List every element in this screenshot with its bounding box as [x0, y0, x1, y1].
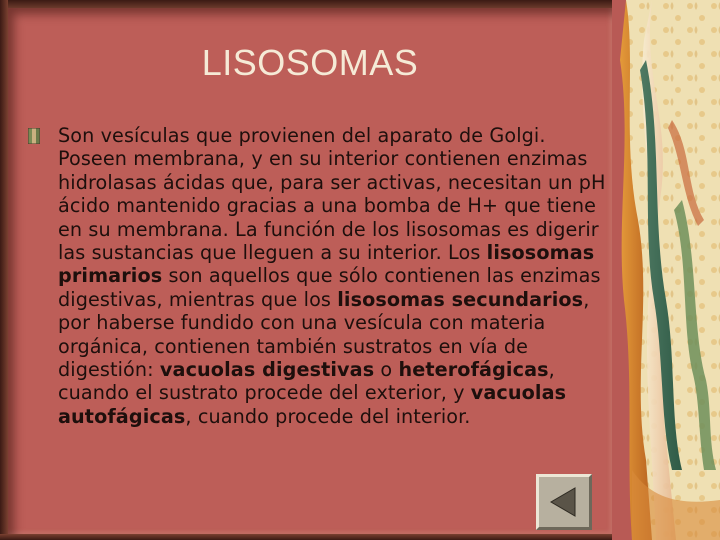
- text-segment: , por haberse fundido con una vesícula con materia orgánica, contienen también sustratos en vía de digestión:: [58, 287, 590, 382]
- back-triangle-icon: [547, 485, 581, 519]
- striped-square-bullet-icon: [28, 128, 40, 144]
- decorative-border: [612, 0, 720, 540]
- text-segment: , cuando el sustrato procede del exterior, y: [58, 358, 555, 405]
- term-vacuolas-digestivas: vacuolas digestivas: [159, 358, 375, 382]
- back-button[interactable]: [536, 474, 592, 530]
- slide-title: LISOSOMAS: [201, 42, 419, 83]
- text-segment: Son vesículas que provienen del aparato de Golgi. Poseen membrana, y en su interior contienen enzimas hidrolasas ácidas que, para ser activas, necesitan un pH ácido mantenido gracias a una bomba de H+ que tiene en su membrana. La función de los lisosomas es digerir las sustancias que lleguen a su interior. Los: [58, 124, 606, 265]
- text-segment: o: [374, 358, 399, 382]
- term-lisosomas-primarios: lisosomas primarios: [58, 241, 595, 288]
- body-paragraph: [58, 124, 606, 428]
- text-segment: son aquellos que sólo contienen las enzimas digestivas, mientras que los: [58, 264, 601, 311]
- text-segment: , cuando procede del interior.: [185, 404, 471, 428]
- term-heterofagicas: heterofágicas: [398, 358, 549, 382]
- term-lisosomas-secundarios: lisosomas secundarios: [337, 287, 584, 311]
- term-vacuolas-autofagicas: vacuolas autofágicas: [58, 381, 567, 428]
- frame-bottom: [0, 534, 620, 540]
- frame-top: [0, 0, 620, 8]
